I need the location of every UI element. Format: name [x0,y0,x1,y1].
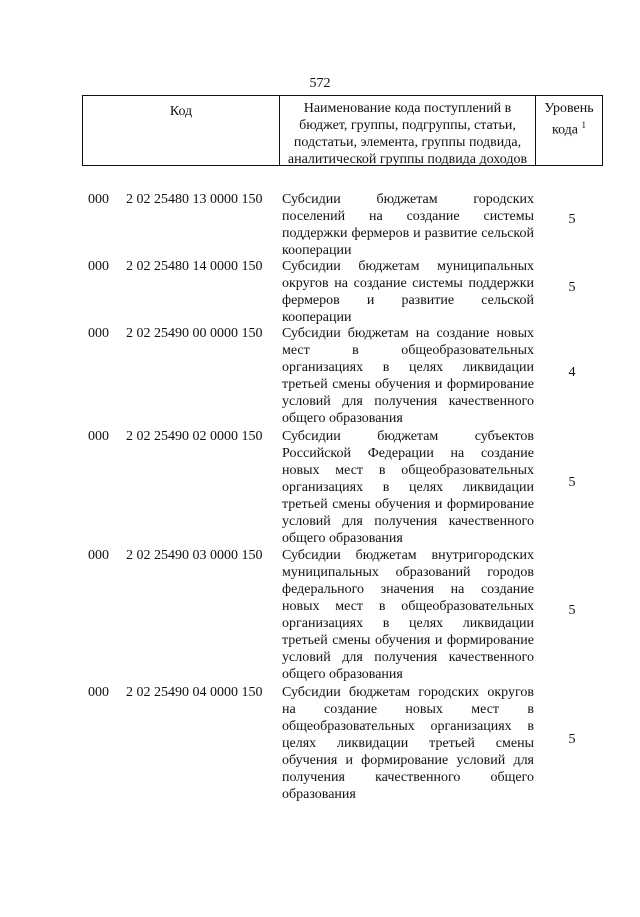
code-level: 4 [568,365,576,380]
income-code: 2 02 25490 03 0000 150 [126,548,263,563]
header-level [536,96,602,169]
admin-code: 000 [88,429,109,444]
income-name: Субсидии бюджетам внутригородских муниципальных образований городов федерального значения на создание новых мест в общеобразовательных организациях в целях ликвидации третьей смены обучения и формирование условий для получения качественного общего образования [282,548,534,682]
income-code: 2 02 25490 00 0000 150 [126,326,263,341]
income-code: 2 02 25480 13 0000 150 [126,192,263,207]
table-header [82,95,603,166]
income-name: Субсидии бюджетам муниципальных округов на создание системы поддержки фермеров и развитие сельской кооперации [282,259,534,325]
code-level: 5 [568,732,576,747]
code-level: 5 [568,475,576,490]
income-code: 2 02 25480 14 0000 150 [126,259,263,274]
header-level-label: Уровень кода [544,101,594,138]
income-name: Субсидии бюджетам городских поселений на создание системы поддержки фермеров и развитие сельской кооперации [282,192,534,258]
income-code: 2 02 25490 04 0000 150 [126,685,263,700]
admin-code: 000 [88,192,109,207]
code-level: 5 [568,603,576,618]
income-name: Субсидии бюджетам на создание новых мест в общеобразовательных организациях в целях ликвидации третьей смены обучения и формирование условий для получения качественного общего образования [282,326,534,426]
code-level: 5 [568,212,576,227]
admin-code: 000 [88,259,109,274]
income-name: Субсидии бюджетам субъектов Российской Федерации на создание новых мест в общеобразовательных организациях в целях ликвидации третьей смены обучения и формирование условий для получения качественного общего образования [282,429,534,546]
page-number: 572 [309,76,331,91]
income-code: 2 02 25490 02 0000 150 [126,429,263,444]
header-level-footnote: 1 [581,120,587,130]
admin-code: 000 [88,685,109,700]
income-name: Субсидии бюджетам городских округов на создание новых мест в общеобразовательных организациях в целях ликвидации третьей смены обучения и формирование условий для получения качественного общего образования [282,685,534,802]
header-name: Наименование кода поступлений в бюджет, группы, подгруппы, статьи, подстатьи, элемента, группы подвида, аналитической группы подвида доходов [280,96,536,165]
admin-code: 000 [88,548,109,563]
code-level: 5 [568,280,576,295]
admin-code: 000 [88,326,109,341]
header-code: Код [83,96,280,165]
